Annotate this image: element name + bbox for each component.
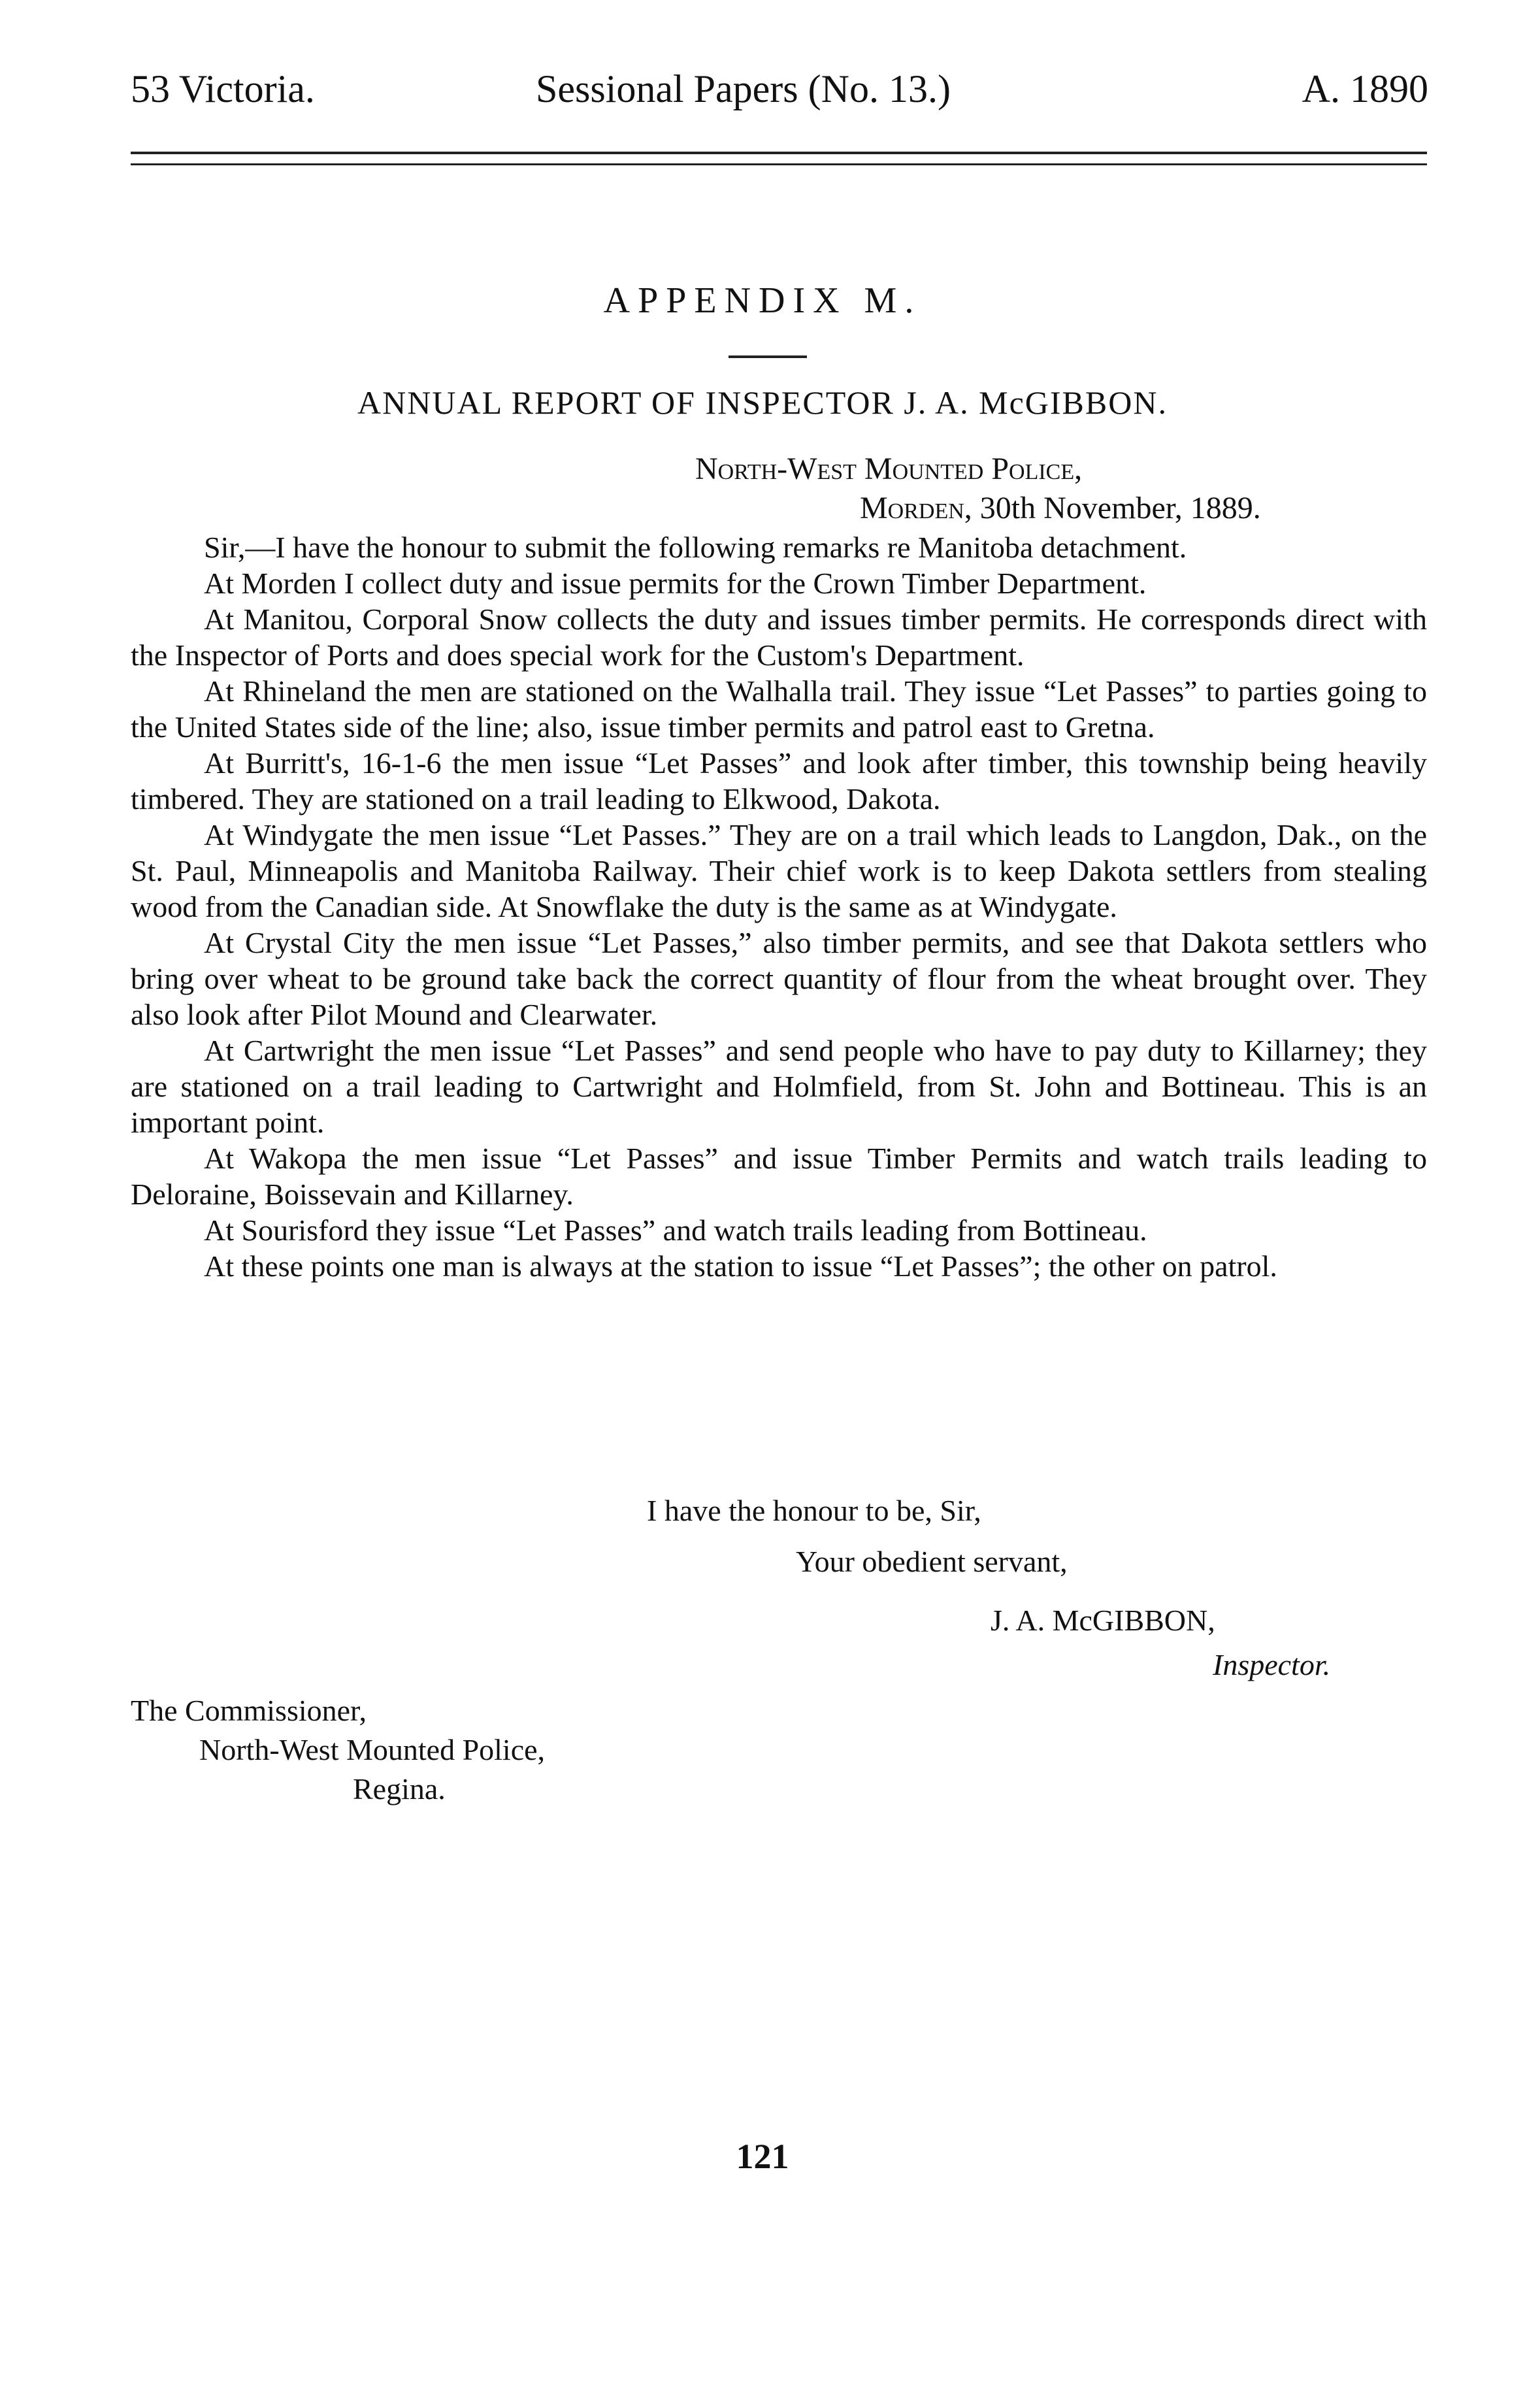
running-header-right: A. 1890 [1302, 67, 1428, 110]
paragraph-rhineland: At Rhineland the men are stationed on the Walhalla trail. They issue “Let Passes” to parties going to the United States side of the line; also, issue timber permits and patrol east to Gretna. [131, 674, 1427, 744]
paragraph-sourisford: At Sourisford they issue “Let Passes” and watch trails leading from Bottineau. [204, 1213, 1147, 1247]
header-rule-thick [131, 152, 1427, 154]
address-line-organization: North-West Mounted Police, [695, 452, 1083, 486]
recipient-location: Regina. [353, 1772, 446, 1806]
report-title: ANNUAL REPORT OF INSPECTOR J. A. McGIBBON. [357, 384, 1168, 421]
signature-role: Inspector. [1213, 1648, 1331, 1681]
recipient-title: The Commissioner, [131, 1694, 367, 1727]
heading-divider [729, 355, 807, 358]
paragraph-wakopa: At Wakopa the men issue “Let Passes” and issue Timber Permits and watch trails leading to Deloraine, Boissevain and Killarney. [131, 1142, 1427, 1211]
paragraph-patrol: At these points one man is always at the station to issue “Let Passes”; the other on patrol. [204, 1249, 1277, 1283]
closing-line-servant: Your obedient servant, [796, 1545, 1068, 1578]
signature-name: J. A. McGIBBON, [991, 1604, 1215, 1637]
paragraph-burritts: At Burritt's, 16-1-6 the men issue “Let Passes” and look after timber, this township being heavily timbered. They are stationed on a trail leading to Elkwood, Dakota. [131, 746, 1427, 816]
recipient-organization: North-West Mounted Police, [199, 1733, 546, 1766]
paragraph-cartwright: At Cartwright the men issue “Let Passes” and send people who have to pay duty to Killarney; they are stationed on a trail leading to Cartwright and Holmfield, from St. John and Bottineau. This is an important point. [131, 1034, 1427, 1139]
header-rule-thin [131, 163, 1427, 165]
paragraph-morden: At Morden I collect duty and issue permits for the Crown Timber Department. [204, 567, 1147, 600]
address-place: Morden [860, 491, 964, 525]
running-header-center: Sessional Papers (No. 13.) [536, 67, 951, 110]
paragraph-manitou: At Manitou, Corporal Snow collects the duty and issues timber permits. He corresponds direct with the Inspector of Ports and does special work for the Custom's Department. [131, 602, 1427, 672]
paragraph-windygate: At Windygate the men issue “Let Passes.” They are on a trail which leads to Langdon, Dak., on the St. Paul, Minneapolis and Manitoba Railway. Their chief work is to keep Dakota settlers from stealing wood from the Canadian side. At Snowflake the duty is the same as at Windygate. [131, 818, 1427, 923]
paragraph-salutation: Sir,—I have the honour to submit the following remarks re Manitoba detachment. [204, 531, 1187, 564]
running-header-left: 53 Victoria. [131, 67, 315, 110]
report-body [131, 529, 1427, 1284]
paragraph-crystal-city: At Crystal City the men issue “Let Passes,” also timber permits, and see that Dakota settlers who bring over wheat to be ground take back the correct quantity of flour from the wheat brought over. They also look after Pilot Mound and Clearwater. [131, 926, 1427, 1031]
address-date: , 30th November, 1889. [964, 491, 1261, 525]
closing-line-honour: I have the honour to be, Sir, [647, 1494, 981, 1527]
address-line-place-date [860, 489, 1261, 528]
appendix-heading: APPENDIX M. [603, 280, 922, 321]
page-number: 121 [736, 2137, 789, 2176]
